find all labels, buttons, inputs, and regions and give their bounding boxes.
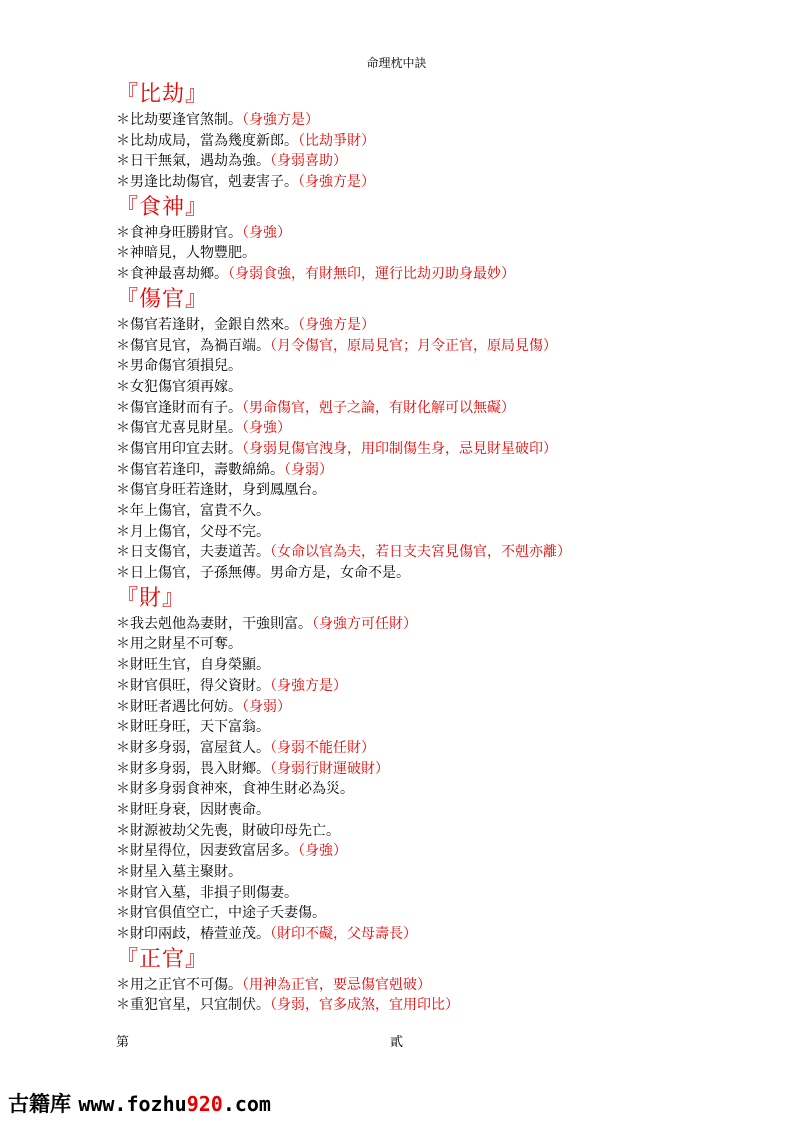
- site-watermark: [8, 1088, 271, 1118]
- section-heading: 『正官』: [116, 946, 209, 972]
- rule-text: ＊日干無氣，遇劫為強。: [116, 153, 270, 170]
- rule-text: ＊財官入墓，非損子則傷妻。: [116, 884, 298, 901]
- rule-text: ＊神暗見，人物豐肥。: [116, 245, 256, 262]
- rule-text: ＊日上傷官，子孫無傳。男命方是，女命不是。: [116, 565, 410, 582]
- rule-text: ＊財多身弱食神來，食神生財必為災。: [116, 781, 354, 798]
- rule-annotation: （比劫爭財）: [298, 132, 375, 149]
- rule-line: [116, 903, 756, 924]
- rule-line: [116, 522, 756, 543]
- rule-line: [116, 738, 756, 759]
- rule-line: [116, 883, 756, 904]
- rule-line: [116, 356, 756, 377]
- rule-line: [116, 821, 756, 842]
- rule-annotation: （身弱）: [242, 698, 291, 715]
- rule-text: ＊財旺身旺，天下富翁。: [116, 719, 270, 736]
- rule-line: [116, 779, 756, 800]
- rule-line: [116, 862, 756, 883]
- rule-line: [116, 995, 756, 1016]
- rule-text: ＊財旺身衰，因財喪命。: [116, 801, 270, 818]
- page-title: 命理枕中訣: [366, 56, 427, 70]
- rule-annotation: （身強方是）: [298, 174, 375, 191]
- rule-text: ＊財旺生官，自身榮顯。: [116, 657, 270, 674]
- rule-annotation: （身弱食強，有財無印，運行比劫刃助身最妙）: [228, 266, 515, 283]
- rule-annotation: （身弱不能任財）: [270, 739, 375, 756]
- rule-text: ＊食神最喜劫鄉。: [116, 266, 228, 283]
- rule-line: [116, 975, 756, 996]
- rule-line: [116, 697, 756, 718]
- rule-annotation: （身弱）: [284, 461, 333, 478]
- rule-text: ＊財多身弱，畏入財鄉。: [116, 760, 270, 777]
- rule-text: ＊食神身旺勝財官。: [116, 224, 242, 241]
- rule-annotation: （月令傷官，原局見官；月令正官，原局見傷）: [270, 337, 557, 354]
- rule-text: ＊女犯傷官須再嫁。: [116, 378, 242, 395]
- rule-text: ＊傷官身旺若逢財，身到鳳凰台。: [116, 482, 326, 499]
- watermark-url: [78, 1092, 271, 1116]
- rule-text: ＊傷官用印宜去財。: [116, 440, 242, 457]
- rule-annotation: （身弱見傷官洩身，用印制傷生身，忌見財星破印）: [242, 440, 557, 457]
- rule-annotation: （身強）: [242, 224, 291, 241]
- rule-text: ＊傷官若逢財，金銀自然來。: [116, 316, 298, 333]
- rule-line: [116, 377, 756, 398]
- rule-text: ＊比劫成局，當為幾度新郎。: [116, 132, 298, 149]
- rule-annotation: （身強方是）: [298, 316, 375, 333]
- rule-text: ＊日支傷官，夫妻道苦。: [116, 544, 270, 561]
- rule-text: ＊男命傷官須損兒。: [116, 358, 242, 375]
- rule-text: ＊財源被劫父先喪，財破印母先亡。: [116, 822, 340, 839]
- rule-text: ＊用之財星不可奪。: [116, 636, 242, 653]
- rule-line: [116, 717, 756, 738]
- rule-line: [116, 480, 756, 501]
- rule-text: ＊年上傷官，富貴不久。: [116, 503, 270, 519]
- rule-line: [116, 800, 756, 821]
- page-header: [0, 55, 793, 71]
- rule-line: [116, 223, 756, 244]
- rule-text: ＊比劫要逢官煞制。: [116, 112, 242, 128]
- watermark-url-suffix: .com: [222, 1092, 271, 1116]
- rule-text: ＊傷官逢財而有子。: [116, 399, 242, 416]
- section-heading: 『財』: [116, 585, 186, 611]
- section-heading: 『比劫』: [116, 82, 209, 107]
- rule-text: ＊財多身弱，富屋貧人。: [116, 739, 270, 756]
- rule-line: [116, 172, 756, 193]
- rule-annotation: （身強）: [298, 843, 347, 860]
- rule-text: ＊我去剋他為妻財，干強則富。: [116, 615, 312, 632]
- rule-text: ＊財官俱值空亡，中途子夭妻傷。: [116, 905, 326, 922]
- section-heading: 『食神』: [116, 194, 209, 220]
- rule-text: ＊男逢比劫傷官，剋妻害子。: [116, 174, 298, 191]
- rule-annotation: （身強方是）: [242, 112, 319, 128]
- rule-line: [116, 759, 756, 780]
- rule-line: [116, 264, 756, 285]
- rule-text: ＊重犯官星，只宜制伏。: [116, 997, 270, 1014]
- rule-annotation: （身強）: [242, 420, 291, 437]
- rule-annotation: （身強方是）: [270, 677, 347, 694]
- rule-text: ＊傷官見官，為禍百端。: [116, 337, 270, 354]
- watermark-url-prefix: www.fozhu: [78, 1092, 187, 1116]
- page-footer-right: 貳: [390, 1035, 404, 1050]
- watermark-url-number: 920: [186, 1092, 223, 1116]
- page-footer-left: 第: [116, 1035, 130, 1050]
- rule-text: ＊傷官尤喜見財星。: [116, 420, 242, 437]
- rule-line: [116, 439, 756, 460]
- watermark-brand: 古籍库: [8, 1092, 71, 1116]
- rule-line: [116, 924, 756, 945]
- rule-annotation: （財印不礙，父母壽長）: [270, 926, 417, 943]
- rule-text: ＊財旺者遇比何妨。: [116, 698, 242, 715]
- rule-line: [116, 563, 756, 584]
- rule-line: [116, 841, 756, 862]
- rule-line: [116, 542, 756, 563]
- rule-line: [116, 336, 756, 357]
- rule-line: [116, 131, 756, 152]
- rule-annotation: （女命以官為夫，若日支夫宮見傷官，不剋亦離）: [270, 544, 571, 561]
- rule-text: ＊財官俱旺，得父資財。: [116, 677, 270, 694]
- rule-annotation: （身弱行財運破財）: [270, 760, 389, 777]
- rule-line: [116, 151, 756, 172]
- rule-text: ＊財印兩歧，椿萱並茂。: [116, 926, 270, 943]
- section-heading: 『傷官』: [116, 286, 209, 312]
- rule-line: [116, 315, 756, 336]
- rule-text: ＊財星入墓主聚財。: [116, 864, 242, 880]
- rule-annotation: （用神為正官，要忌傷官剋破）: [242, 976, 431, 993]
- rule-line: [116, 614, 756, 635]
- rule-line: [116, 110, 756, 131]
- rule-line: [116, 398, 756, 419]
- rule-text: ＊用之正官不可傷。: [116, 976, 242, 993]
- rule-annotation: （身強方可任財）: [312, 615, 417, 632]
- rule-annotation: （身弱，官多成煞，宜用印比）: [270, 997, 459, 1014]
- rule-text: ＊財星得位，因妻致富居多。: [116, 843, 298, 860]
- rule-line: [116, 243, 756, 264]
- rule-line: [116, 460, 756, 481]
- rule-line: [116, 634, 756, 655]
- document-body: [116, 80, 756, 1016]
- rule-text: ＊月上傷官，父母不完。: [116, 523, 270, 540]
- rule-text: ＊傷官若逢印，壽數綿綿。: [116, 461, 284, 478]
- rule-line: [116, 501, 756, 522]
- rule-line: [116, 418, 756, 439]
- rule-annotation: （男命傷官，剋子之論，有財化解可以無礙）: [242, 399, 515, 416]
- rule-annotation: （身弱喜助）: [270, 153, 347, 170]
- rule-line: [116, 655, 756, 676]
- rule-line: [116, 676, 756, 697]
